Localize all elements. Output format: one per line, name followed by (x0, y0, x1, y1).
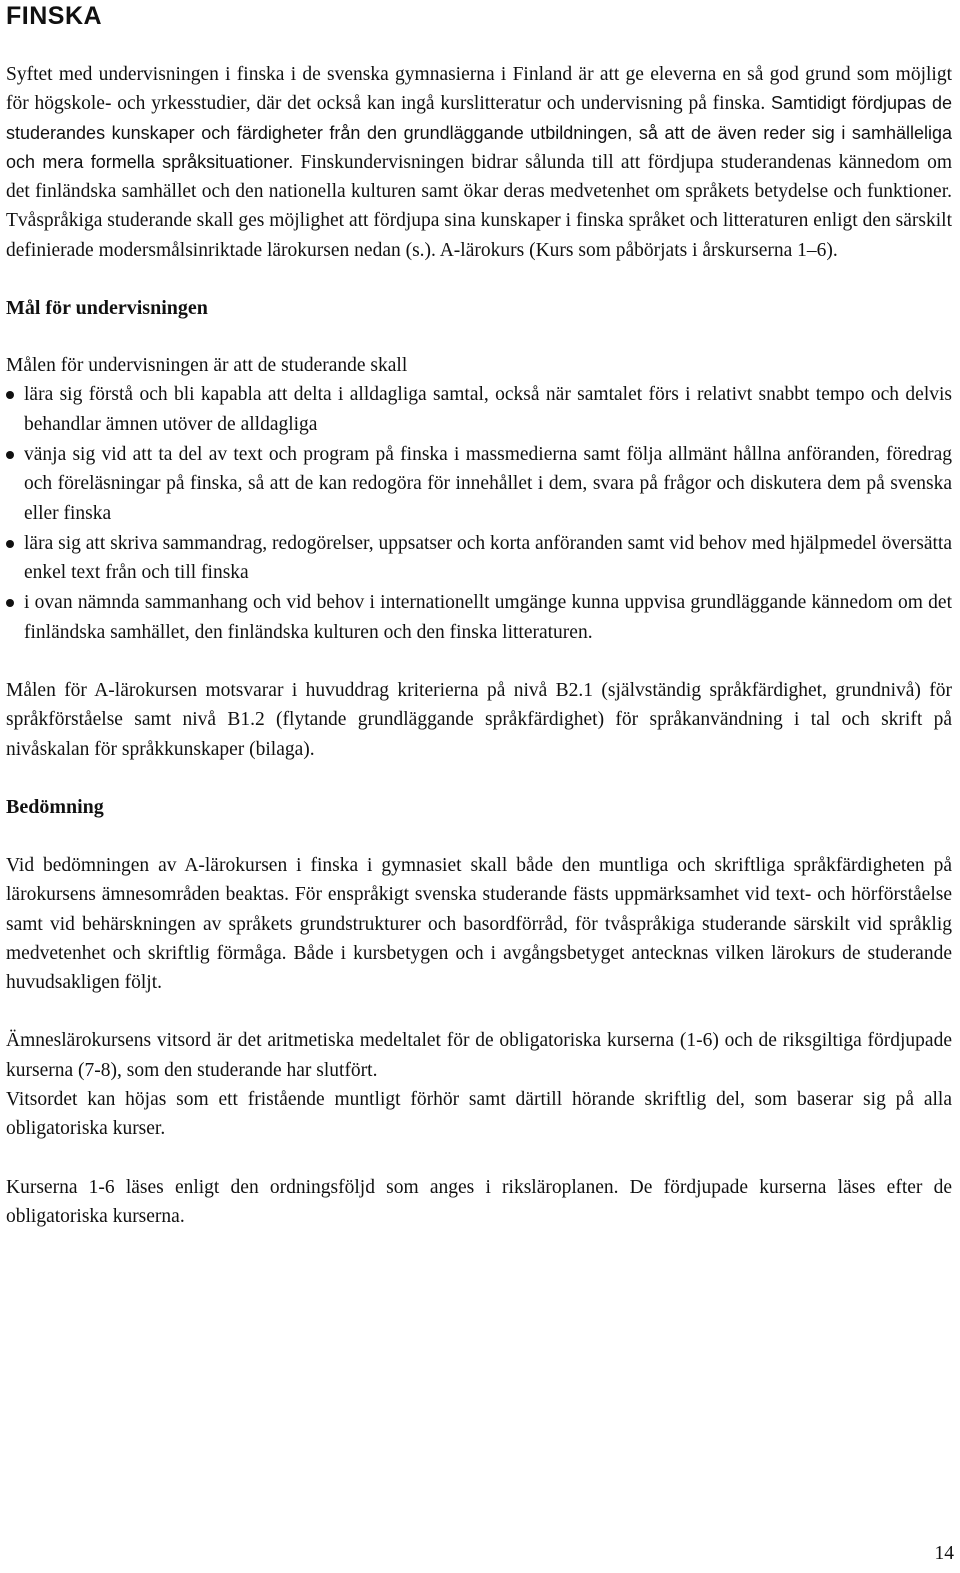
goals-lead: Målen för undervisningen är att de studerande skall (6, 355, 408, 377)
grading-paragraph: Vid bedömningen av A-lärokursen i finska i gymnasiet skall både den muntliga och skriftliga språkfärdigheten på lärokursens ämnesområden beaktas. För enspråkigt svenska studerande fästs uppmärksamhet vid text- och hörförståelse samt vid behärskningen av språkets grundstrukturer och basordförråd, för tvåspråkiga studerande särskilt vid språklig medvetenhet och skriftlig förmåga. Både i kursbetygen och i avgångsbetyget antecknas vilken lärokurs de studerande huvudsakligen följt. (6, 854, 952, 994)
level-paragraph: Målen för A-lärokursen motsvarar i huvuddrag kriterierna på nivå B2.1 (självständig språkfärdighet, grundnivå) för språkförståelse samt nivå B1.2 (flytande grundläggande språkfärdighet) för språkanvändning i tal och skrift på nivåskalan för språkkunskaper (bilaga). (6, 680, 952, 760)
grading-heading: Bedömning (6, 795, 104, 818)
goal-item (6, 588, 952, 647)
goal-text: i ovan nämnda sammanhang och vid behov i internationellt umgänge kunna uppvisa grundläggande kännedom om det finländska samhället, den finländska kulturen och den finska litteraturen. (24, 592, 952, 643)
grading-paragraph: Vitsordet kan höjas som ett fristående muntligt förhör samt därtill hörande skriftlig del, som baserar sig på alla obligatoriska kurser. (6, 1089, 952, 1140)
grading-paragraph: Kurserna 1-6 läses enligt den ordningsföljd som anges i riksläroplanen. De fördjupade kurserna läses efter de obligatoriska kurserna. (6, 1176, 952, 1227)
document-title: FINSKA (6, 2, 103, 30)
bullet-icon (6, 540, 14, 548)
document-page (6, 0, 952, 1231)
grading-paragraph: Ämneslärokursens vitsord är det aritmetiska medeltalet för de obligatoriska kurserna (1-6) och de riksgiltiga fördjupade kurserna (7-8), som den studerande har slutfört. (6, 1030, 952, 1081)
intro-text-1: Syftet med undervisningen i finska i de svenska gymnasierna i Finland är att ge eleverna en så god grund som möjligt för högskole- och yrkesstudier, där det också kan ingå kurslitteratur och undervisning på finska. (6, 64, 952, 115)
goals-heading: Mål för undervisningen (6, 297, 208, 320)
page-number: 14 (934, 1543, 954, 1564)
goals-list (6, 380, 952, 647)
goal-text: lära sig förstå och bli kapabla att delta i alldagliga samtal, också när samtalet förs i relativt snabbt tempo och delvis behandlar ämnen utöver de alldagliga (24, 384, 952, 435)
bullet-icon (6, 599, 14, 607)
intro-text-2: Samtidigt fördjupas de studerandes kunskaper och färdigheter från den grundläggande utbildningen, så att de även reder sig i samhälleliga och mera formella språksituationer. (6, 93, 952, 172)
goal-text: lära sig att skriva sammandrag, redogörelser, uppsatser och korta anföranden samt vid behov med hjälpmedel översätta enkel text från och till finska (24, 532, 952, 584)
goal-item (6, 440, 952, 528)
intro-text-4: Tvåspråkiga studerande skall ges möjlighet att fördjupa sina kunskaper i finska språket och litteraturen enligt den särskilt definierade modersmålsinriktade lärokursen nedan (s.). A-lärokurs (Kurs som påbörjats i årskurserna 1–6). (6, 210, 952, 261)
intro-paragraph (6, 60, 952, 265)
bullet-icon (6, 391, 14, 399)
goal-item (6, 529, 952, 588)
intro-text-3: Finskundervisningen bidrar sålunda till att fördjupa studerandenas kännedom om det finländska samhället och den nationella kulturen samt ökar deras medvetenhet om språkets betydelse och funktioner. (6, 151, 953, 203)
bullet-icon (6, 451, 14, 459)
goal-item (6, 380, 952, 439)
goal-text: vänja sig vid att ta del av text och program på finska i massmedierna samt följa allmänt hållna anföranden, föredrag och föreläsningar på finska, så att de kan redogöra för innehållet i dem, svara på frågor och diskutera dem på svenska eller finska (24, 443, 952, 524)
